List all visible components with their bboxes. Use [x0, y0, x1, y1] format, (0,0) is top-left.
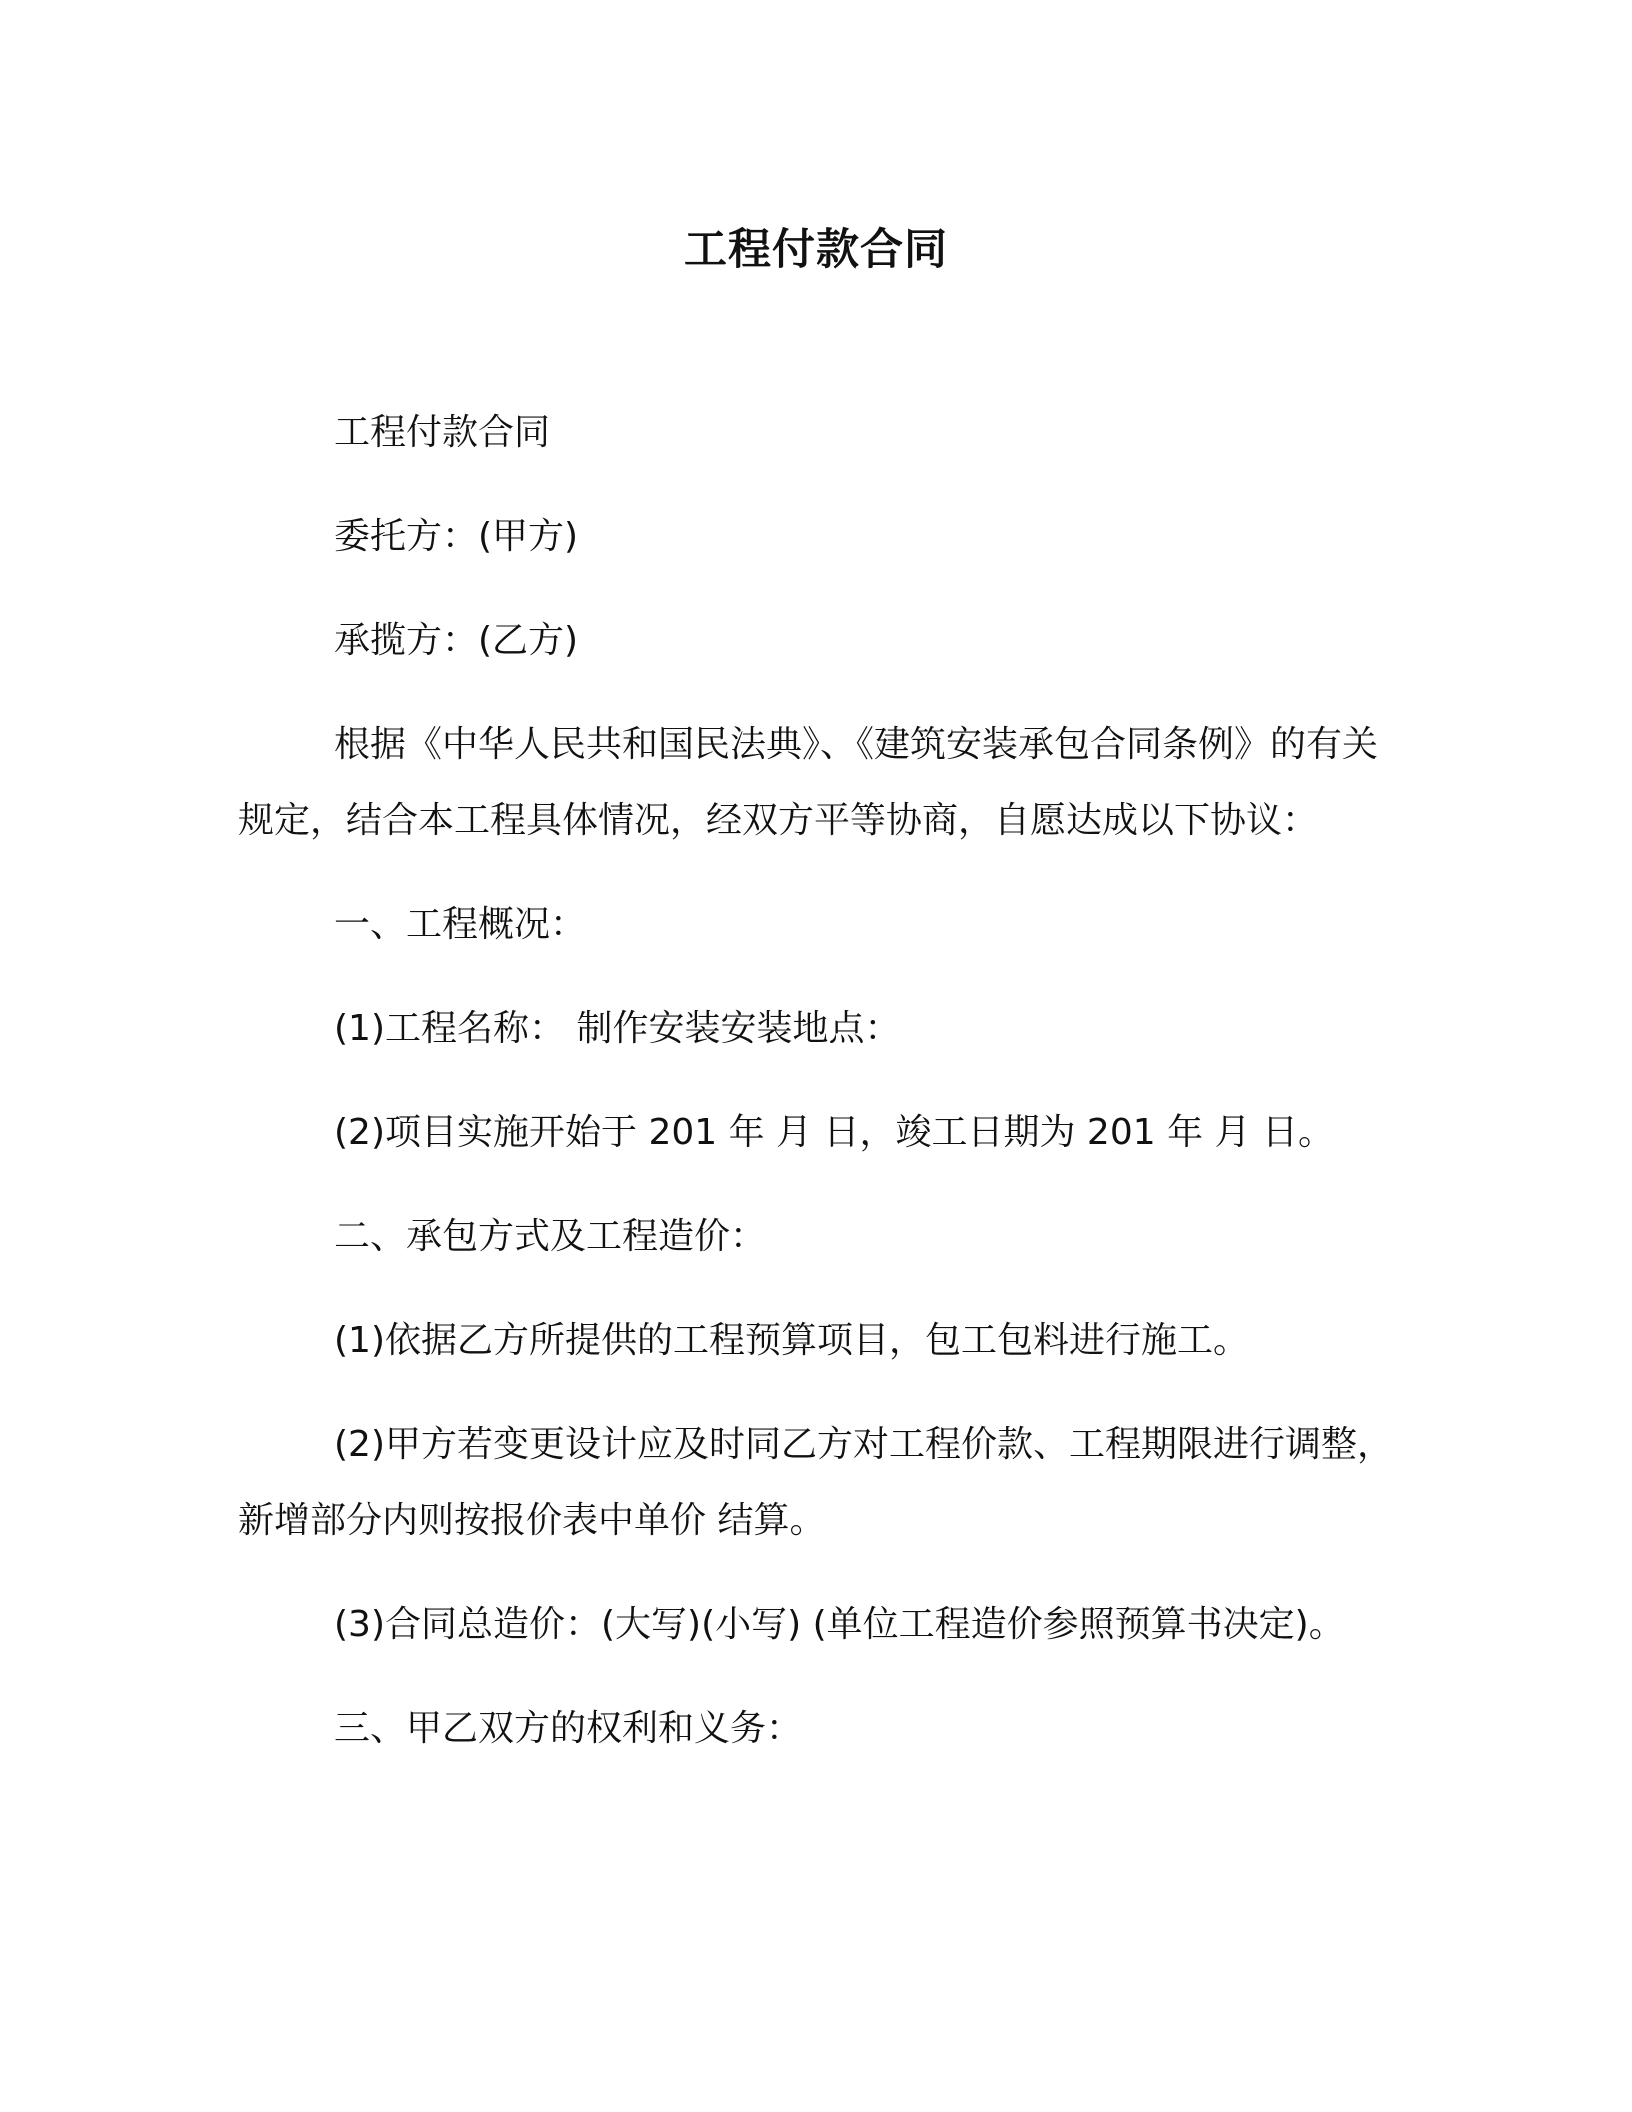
document-body — [238, 395, 1408, 1767]
pricing-item-2: (2)甲方若变更设计应及时同乙方对工程价款、工程期限进行调整，新增部分内则按报价表中单价 结算。 — [238, 1424, 1393, 1541]
preamble-paragraph: 根据《中华人民共和国民法典》、《建筑安装承包合同条例》的有关规定，结合本工程具体情况，经双方平等协商，自愿达成以下协议： — [238, 724, 1379, 841]
client-party-line: 委托方：(甲方) — [334, 516, 579, 557]
overview-item-2: (2)项目实施开始于 201 年 月 日，竣工日期为 201 年 月 日。 — [334, 1112, 1334, 1153]
section-heading-pricing: 二、承包方式及工程造价： — [334, 1216, 767, 1257]
section-heading-rights: 三、甲乙双方的权利和义务： — [334, 1708, 803, 1749]
pricing-item-3: (3)合同总造价：(大写)(小写) (单位工程造价参照预算书决定)。 — [334, 1604, 1345, 1645]
overview-item-1: (1)工程名称： 制作安装安装地点： — [334, 1008, 901, 1049]
document-title: 工程付款合同 — [684, 225, 948, 275]
subtitle-paragraph: 工程付款合同 — [334, 412, 551, 453]
section-heading-overview: 一、工程概况： — [334, 904, 587, 945]
contractor-party-line: 承揽方：(乙方) — [334, 620, 579, 661]
pricing-item-1: (1)依据乙方所提供的工程预算项目，包工包料进行施工。 — [334, 1320, 1249, 1361]
